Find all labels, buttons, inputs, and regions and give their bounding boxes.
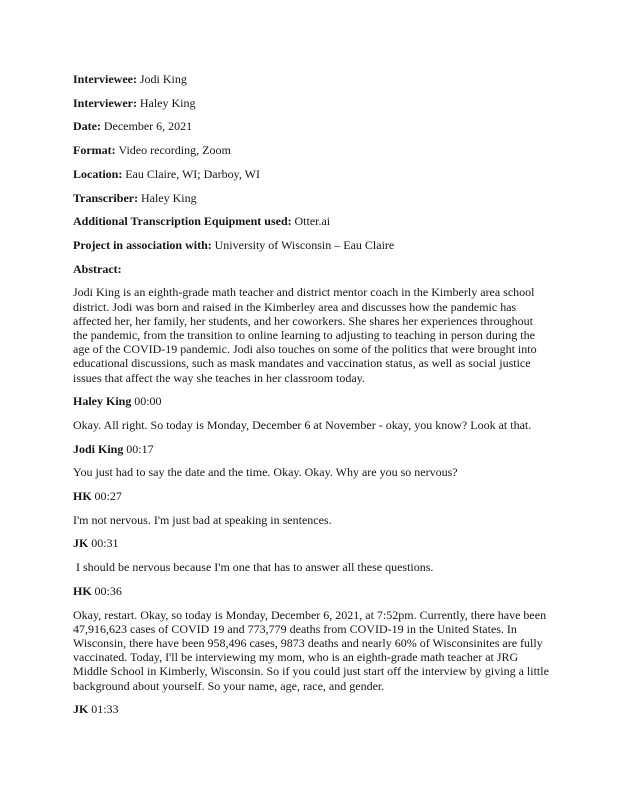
turn-text: Okay, restart. Okay, so today is Monday, December 6, 2021, at 7:52pm. Currently, there have been 47,916,623 cases of COVID 19 and 773,779 deaths from COVID-19 in the United States. In Wisconsin, there have been 958,496 cases, 9873 deaths and nearly 60% of Wisconsinites are fully vaccinated. Today, I'll be interviewing my mom, who is an eighth-grade math teacher at JRG Middle School in Kimberly, Wisconsin. So if you could just start off the interview by giving a little background about yourself. So your name, age, race, and gender. [73,607,552,693]
speaker-line [73,584,550,598]
speaker-name: Jodi King [73,441,124,456]
turn-text: Okay. All right. So today is Monday, December 6 at November - okay, you know? Look at that. [73,417,532,432]
metadata-value: Eau Claire, WI; Darboy, WI [125,166,260,181]
speaker-line [73,394,550,408]
metadata-label: Additional Transcription Equipment used: [73,214,292,229]
speaker-line [73,536,550,550]
metadata-line [73,72,550,86]
metadata-line [73,167,550,181]
timestamp: 00:27 [94,489,122,504]
speaker-name: HK [73,583,92,598]
turn-text: I'm not nervous. I'm just bad at speaking in sentences. [73,512,332,527]
metadata-line [73,191,550,205]
speaker-name: HK [73,489,92,504]
metadata-value: University of Wisconsin – Eau Claire [214,237,395,252]
metadata-label: Interviewee: [73,72,137,86]
turn-text: I should be nervous because I'm one that has to answer all these questions. [73,560,434,575]
metadata-value: Jodi King [139,72,187,86]
timestamp: 01:33 [91,702,119,717]
metadata-label: Interviewer: [73,95,137,110]
metadata-label: Format: [73,143,116,158]
metadata-label: Location: [73,166,123,181]
speaker-name: Haley King [73,394,132,409]
abstract-text: Jodi King is an eighth-grade math teacher and district mentor coach in the Kimberly area school district. Jodi was born and raised in the Kimberley area and discusses how the pandemic has affected her, her family, her students, and her coworkers. She shares her experiences throughout the pandemic, from the transition to online learning to adjusting to teaching in person during the age of the COVID-19 pandemic. Jodi also touches on some of the politics that were brought into educational discussions, such as mask mandates and vaccination status, as well as social justice issues that affect the way she teaches in her classroom today. [73,285,540,385]
metadata-value: December 6, 2021 [103,119,193,134]
metadata-label: Date: [73,119,101,134]
speaker-line [73,489,550,503]
metadata-line [73,143,550,157]
abstract-heading [73,262,550,276]
speaker-name: JK [73,702,89,717]
timestamp: 00:31 [91,536,119,551]
timestamp: 00:17 [126,441,154,456]
metadata-label: Transcriber: [73,190,139,205]
turn-text: You just had to say the date and the time. Okay. Okay. Why are you so nervous? [73,465,458,480]
metadata-value: Otter.ai [294,214,331,229]
metadata-value: Haley King [140,190,197,205]
speaker-line [73,702,550,716]
speaker-line [73,442,550,456]
metadata-value: Haley King [139,95,196,110]
metadata-line [73,214,550,228]
metadata-line [73,238,550,252]
metadata-label: Project in association with: [73,237,212,252]
timestamp: 00:00 [134,394,162,409]
timestamp: 00:36 [94,583,122,598]
metadata-line [73,96,550,110]
transcript-document [73,72,550,726]
metadata-line [73,119,550,133]
abstract-heading-label: Abstract: [73,261,122,276]
metadata-value: Video recording, Zoom [118,143,231,158]
speaker-name: JK [73,536,89,551]
